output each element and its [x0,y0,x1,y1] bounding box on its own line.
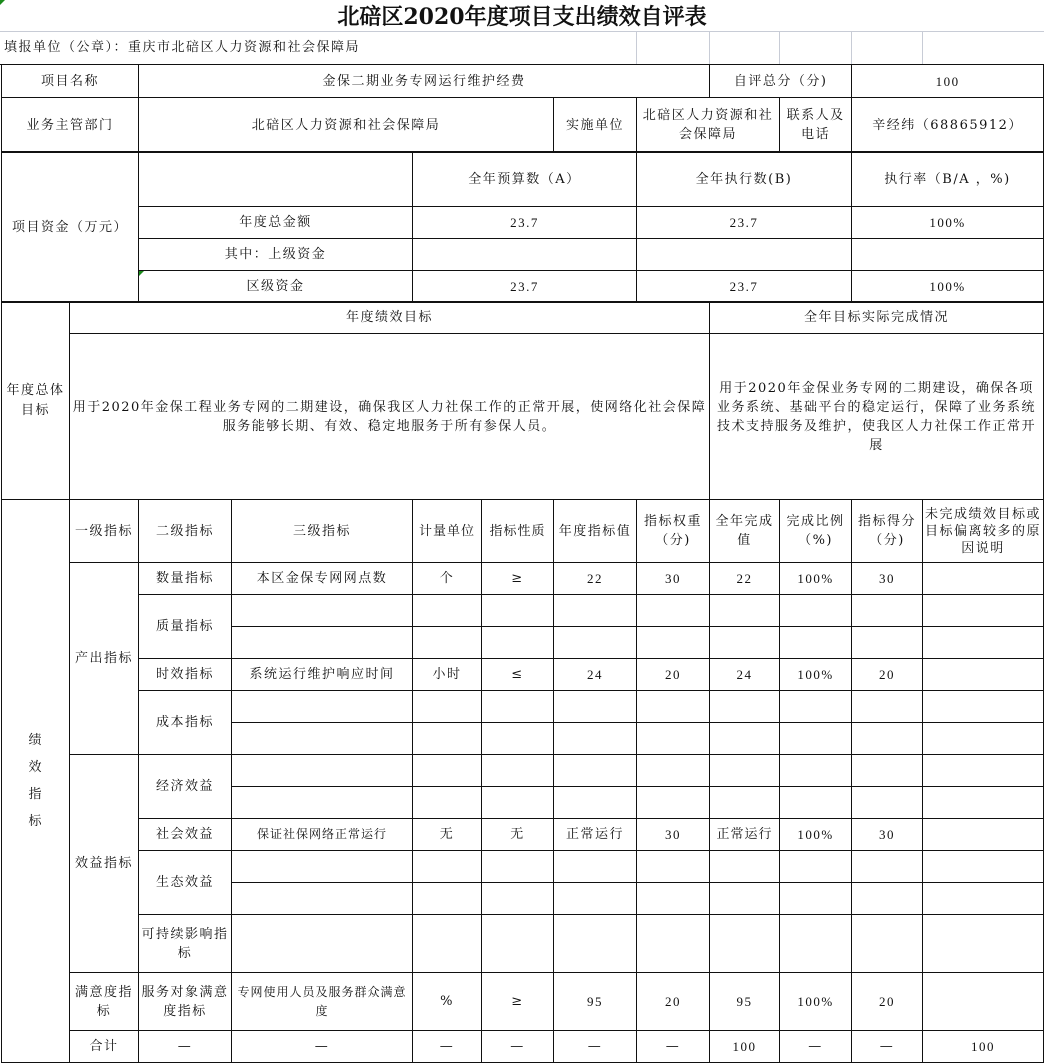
self-score-value: 100 [852,65,1044,98]
empty-cell [554,723,637,755]
empty-cell [413,755,482,787]
indicator-name: 本区金保专网网点数 [232,563,413,595]
empty-cell [923,787,1044,819]
level2-social: 社会效益 [139,819,232,851]
empty-cell [852,691,923,723]
empty-cell [780,595,852,627]
empty-cell [710,755,780,787]
contact-label: 联系人及电话 [780,98,852,153]
funds-executed: 23.7 [637,207,852,239]
indicator-nature: ≥ [482,973,554,1031]
total-row [2,1031,1044,1063]
empty-cell [923,851,1044,883]
empty-cell [482,627,554,659]
funds-budget [413,239,637,271]
impl-unit-value: 北碚区人力资源和社会保障局 [637,98,780,153]
funds-header-row [2,152,1044,207]
empty-cell [554,755,637,787]
indicator-unit: 无 [413,819,482,851]
empty-cell [554,787,637,819]
indicator-score: 20 [852,659,923,691]
empty-cell [554,691,637,723]
indicator-nature: ≤ [482,659,554,691]
evaluation-table [1,64,1044,153]
empty-cell [852,851,923,883]
contact-value: 辛经纬（68865912） [852,98,1044,153]
indicator-row-quality [2,595,1044,627]
total-dash: — [637,1031,710,1063]
empty-cell [482,787,554,819]
empty-cell [554,595,637,627]
fill-unit-label: 填报单位（公章）：重庆市北碚区人力资源和社会保障局 [4,40,361,55]
empty-cell [852,627,923,659]
empty-cell [637,723,710,755]
funds-budget: 23.7 [413,207,637,239]
funds-row-upper [2,239,1044,271]
indicator-reason [923,563,1044,595]
indicator-target: 22 [554,563,637,595]
empty-cell [780,627,852,659]
empty-cell [780,723,852,755]
indicator-reason [923,819,1044,851]
funds-row-district [2,271,1044,303]
empty-cell [637,883,710,915]
empty-cell [232,755,413,787]
indicator-row-service [2,973,1044,1031]
funds-table [1,151,1044,303]
col-header-level3: 三级指标 [232,500,413,563]
indicator-nature: 无 [482,819,554,851]
col-header-level2: 二级指标 [139,500,232,563]
level1-benefit: 效益指标 [70,755,139,973]
dept-label: 业务主管部门 [2,98,139,153]
indicator-row-sustainable [2,915,1044,973]
indicator-score: 30 [852,563,923,595]
empty-cell [232,595,413,627]
empty-cell [554,851,637,883]
indicators-section-text: 绩效指标 [28,733,44,829]
empty-cell [710,915,780,973]
col-header-level1: 一级指标 [70,500,139,563]
executed-header: 全年执行数(B) [637,152,852,207]
total-dash: — [413,1031,482,1063]
indicator-unit: % [413,973,482,1031]
funds-row-label: 其中：上级资金 [139,239,413,271]
gridline [922,32,923,64]
empty-cell [413,915,482,973]
empty-cell [852,723,923,755]
empty-cell [637,787,710,819]
indicator-ratio: 100% [780,819,852,851]
total-dash: — [482,1031,554,1063]
total-label: 合计 [70,1031,139,1063]
indicator-row-timeliness [2,659,1044,691]
title-row [0,0,1044,32]
col-header-reason: 未完成绩效目标或目标偏离较多的原因说明 [923,500,1044,563]
empty-cell [852,915,923,973]
funds-row-label: 区级资金 [139,271,413,303]
empty-cell [482,595,554,627]
indicator-row-economic [2,755,1044,787]
indicator-nature: ≥ [482,563,554,595]
empty-cell [852,755,923,787]
indicator-ratio: 100% [780,563,852,595]
empty-cell [923,755,1044,787]
funds-executed: 23.7 [637,271,852,303]
funds-blank-header [139,152,413,207]
empty-cell [232,851,413,883]
gridline [851,32,852,64]
level2-economic: 经济效益 [139,755,232,819]
total-score: 100 [923,1031,1044,1063]
level2-service: 服务对象满意度指标 [139,973,232,1031]
total-dash: — [554,1031,637,1063]
empty-cell [710,883,780,915]
empty-cell [710,691,780,723]
indicator-name: 保证社保网络正常运行 [232,819,413,851]
empty-cell [482,915,554,973]
empty-cell [780,787,852,819]
empty-cell [232,723,413,755]
indicator-name: 系统运行维护响应时间 [232,659,413,691]
indicator-score: 30 [852,819,923,851]
project-name-label: 项目名称 [2,65,139,98]
funds-row-label: 年度总金额 [139,207,413,239]
budget-header: 全年预算数（A） [413,152,637,207]
department-row [2,98,1044,153]
empty-cell [637,627,710,659]
project-name-value: 金保二期业务专网运行维护经费 [139,65,710,98]
empty-cell [554,883,637,915]
indicator-actual: 正常运行 [710,819,780,851]
goals-indicators-table [1,301,1044,1063]
level1-satisfaction: 满意度指标 [70,973,139,1031]
empty-cell [780,883,852,915]
indicators-header-row [2,500,1044,563]
indicator-reason [923,659,1044,691]
indicator-target: 24 [554,659,637,691]
empty-cell [413,627,482,659]
empty-cell [710,595,780,627]
empty-cell [780,755,852,787]
impl-unit-label: 实施单位 [554,98,637,153]
page-title: 北碚区2020年度项目支出绩效自评表 [337,4,707,30]
col-header-score: 指标得分（分) [852,500,923,563]
rate-header: 执行率（B/A ，%) [852,152,1044,207]
target-header: 年度绩效目标 [70,302,710,334]
indicator-row-ecological [2,851,1044,883]
gridline [779,32,780,64]
empty-cell [232,787,413,819]
dept-value: 北碚区人力资源和社会保障局 [139,98,554,153]
empty-cell [637,915,710,973]
funds-executed [637,239,852,271]
empty-cell [637,851,710,883]
empty-cell [923,627,1044,659]
total-dash: — [780,1031,852,1063]
empty-cell [637,595,710,627]
gridline [709,32,710,64]
empty-cell [923,691,1044,723]
indicator-row-cost [2,691,1044,723]
indicator-reason [923,973,1044,1031]
level1-output: 产出指标 [70,563,139,755]
empty-cell [413,787,482,819]
empty-cell [710,851,780,883]
funds-section-label: 项目资金（万元） [2,152,139,303]
empty-cell [482,883,554,915]
indicator-ratio: 100% [780,659,852,691]
level2-quantity: 数量指标 [139,563,232,595]
goals-section-label: 年度总体目标 [2,302,70,500]
empty-cell [232,883,413,915]
indicator-weight: 20 [637,659,710,691]
indicator-score: 20 [852,973,923,1031]
col-header-unit: 计量单位 [413,500,482,563]
indicator-target: 正常运行 [554,819,637,851]
goals-header-row [2,302,1044,334]
indicator-row-social [2,819,1044,851]
project-name-row [2,65,1044,98]
indicator-actual: 95 [710,973,780,1031]
col-header-nature: 指标性质 [482,500,554,563]
empty-cell [482,691,554,723]
indicator-actual: 24 [710,659,780,691]
empty-cell [923,595,1044,627]
indicator-row-quantity [2,563,1044,595]
actual-text: 用于2020年金保业务专网的二期建设，确保各项业务系统、基础平台的稳定运行，保障了业务系统技术支持服务及维护，使我区人力社保工作正常开展 [710,334,1044,500]
empty-cell [554,627,637,659]
total-dash: — [852,1031,923,1063]
empty-cell [413,723,482,755]
col-header-target: 年度指标值 [554,500,637,563]
actual-header: 全年目标实际完成情况 [710,302,1044,334]
empty-cell [232,691,413,723]
cell-comment-marker [139,271,144,276]
target-text: 用于2020年金保工程业务专网的二期建设，确保我区人力社保工作的正常开展，使网络化社会保障服务能够长期、有效、稳定地服务于所有参保人员。 [70,334,710,500]
funds-budget: 23.7 [413,271,637,303]
total-weight: 100 [710,1031,780,1063]
empty-cell [923,883,1044,915]
empty-cell [232,915,413,973]
funds-rate: 100% [852,207,1044,239]
self-score-label: 自评总分（分) [710,65,852,98]
fill-unit-row [0,32,1044,65]
empty-cell [232,627,413,659]
funds-rate [852,239,1044,271]
empty-cell [852,787,923,819]
empty-cell [923,915,1044,973]
indicator-actual: 22 [710,563,780,595]
empty-cell [413,691,482,723]
empty-cell [637,691,710,723]
indicator-target: 95 [554,973,637,1031]
empty-cell [710,723,780,755]
empty-cell [413,595,482,627]
empty-cell [482,755,554,787]
level2-sustainable: 可持续影响指标 [139,915,232,973]
funds-rate: 100% [852,271,1044,303]
total-dash: — [232,1031,413,1063]
total-dash: — [139,1031,232,1063]
indicator-weight: 30 [637,819,710,851]
empty-cell [710,627,780,659]
empty-cell [554,915,637,973]
col-header-actual: 全年完成值 [710,500,780,563]
empty-cell [780,851,852,883]
empty-cell [923,723,1044,755]
empty-cell [780,915,852,973]
empty-cell [852,883,923,915]
indicator-unit: 个 [413,563,482,595]
level2-ecological: 生态效益 [139,851,232,915]
empty-cell [482,723,554,755]
empty-cell [413,851,482,883]
funds-row-total [2,207,1044,239]
empty-cell [780,691,852,723]
gridline [636,32,637,64]
col-header-weight: 指标权重（分) [637,500,710,563]
level2-quality: 质量指标 [139,595,232,659]
empty-cell [482,851,554,883]
col-header-ratio: 完成比例（%) [780,500,852,563]
indicators-section-label [2,500,70,1063]
empty-cell [637,755,710,787]
empty-cell [852,595,923,627]
indicator-name: 专网使用人员及服务群众满意度 [232,973,413,1031]
empty-cell [413,883,482,915]
indicator-weight: 30 [637,563,710,595]
indicator-weight: 20 [637,973,710,1031]
indicator-ratio: 100% [780,973,852,1031]
level2-timeliness: 时效指标 [139,659,232,691]
empty-cell [710,787,780,819]
level2-cost: 成本指标 [139,691,232,755]
indicator-unit: 小时 [413,659,482,691]
goals-content-row [2,334,1044,500]
